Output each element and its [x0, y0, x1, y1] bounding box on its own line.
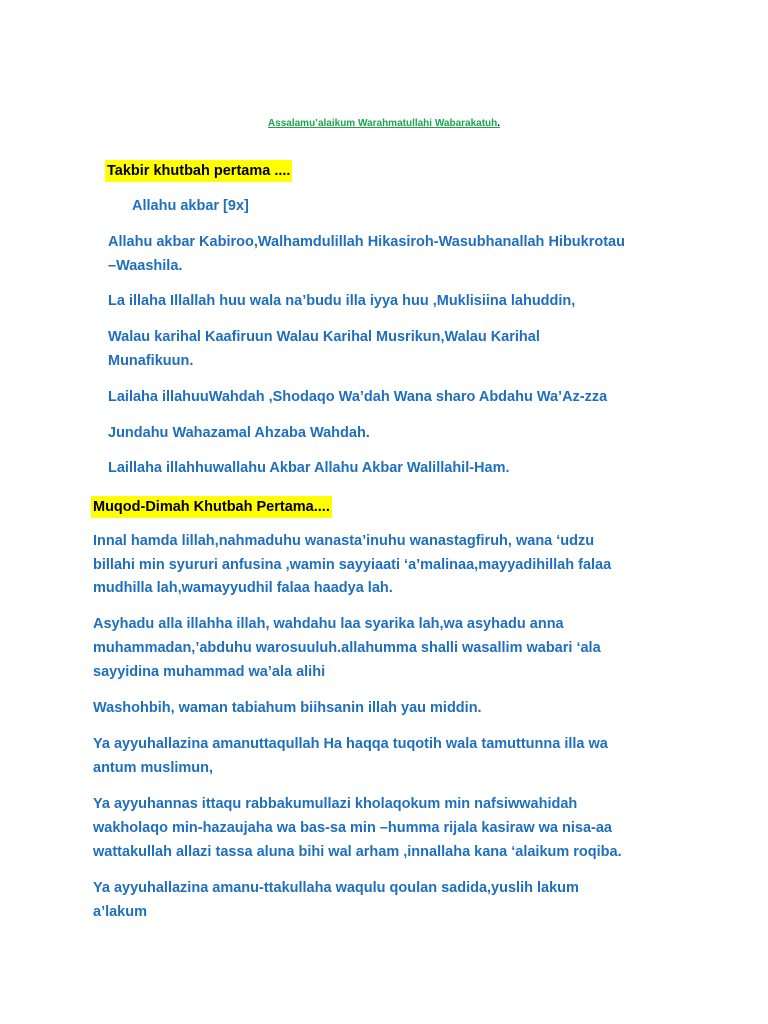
- text-line: Washohbih, waman tabiahum biihsanin illah yau middin.: [93, 700, 482, 716]
- document-title: [0, 118, 768, 129]
- text-line: Ya ayyuhallazina amanuttaqullah Ha haqqa tuqotih wala tamuttunna illa wa: [93, 736, 608, 752]
- text-line: Lailaha illahuuWahdah ,Shodaqo Wa’dah Wana sharo Abdahu Wa’Az-zza: [108, 389, 608, 405]
- text-line: muhammadan,’abduhu warosuuluh.allahumma shalli wasallim wabari ‘ala: [93, 640, 601, 656]
- section-heading-takbir: Takbir khutbah pertama ....: [105, 160, 292, 182]
- text-line: Allahu akbar [9x]: [132, 198, 249, 214]
- text-line: mudhilla lah,wamayyudhil falaa haadya lah.: [93, 580, 393, 596]
- text-line: Ya ayyuhannas ittaqu rabbakumullazi kholaqokum min nafsiwwahidah: [93, 796, 578, 812]
- text-line: wakholaqo min-hazaujaha wa bas-sa min –humma rijala kasiraw wa nisa-aa: [93, 820, 612, 836]
- text-line: sayyidina muhammad wa’ala alihi: [93, 664, 326, 680]
- text-line: a’lakum: [93, 904, 147, 920]
- text-line: Walau karihal Kaafiruun Walau Karihal Musrikun,Walau Karihal: [108, 329, 540, 345]
- text-line: Ya ayyuhallazina amanu-ttakullaha waqulu qoulan sadida,yuslih lakum: [93, 880, 579, 896]
- text-line: –Waashila.: [108, 258, 183, 274]
- text-line: antum muslimun,: [93, 760, 214, 776]
- section-heading-muqoddimah: Muqod-Dimah Khutbah Pertama....: [91, 496, 332, 518]
- title-dot: .: [497, 118, 501, 129]
- text-line: billahi min syururi anfusina ,wamin sayyiaati ‘a’malinaa,mayyadihillah falaa: [93, 557, 612, 573]
- text-line: Allahu akbar Kabiroo,Walhamdulillah Hikasiroh-Wasubhanallah Hibukrotau: [108, 234, 625, 250]
- text-line: Munafikuun.: [108, 353, 194, 369]
- title-text: Assalamu’alaikum Warahmatullahi Wabarakatuh: [267, 118, 498, 129]
- text-line: Laillaha illahhuwallahu Akbar Allahu Akbar Walillahil-Ham.: [108, 460, 510, 476]
- text-line: Jundahu Wahazamal Ahzaba Wahdah.: [108, 425, 370, 441]
- text-line: wattakullah allazi tassa aluna bihi wal arham ,innallaha kana ‘alaikum roqiba.: [93, 844, 622, 860]
- text-line: Innal hamda lillah,nahmaduhu wanasta’inuhu wanastagfiruh, wana ‘udzu: [93, 533, 595, 549]
- text-line: La illaha Illallah huu wala na’budu illa iyya huu ,Muklisiina lahuddin,: [108, 293, 576, 309]
- text-line: Asyhadu alla illahha illah, wahdahu laa syarika lah,wa asyhadu anna: [93, 616, 564, 632]
